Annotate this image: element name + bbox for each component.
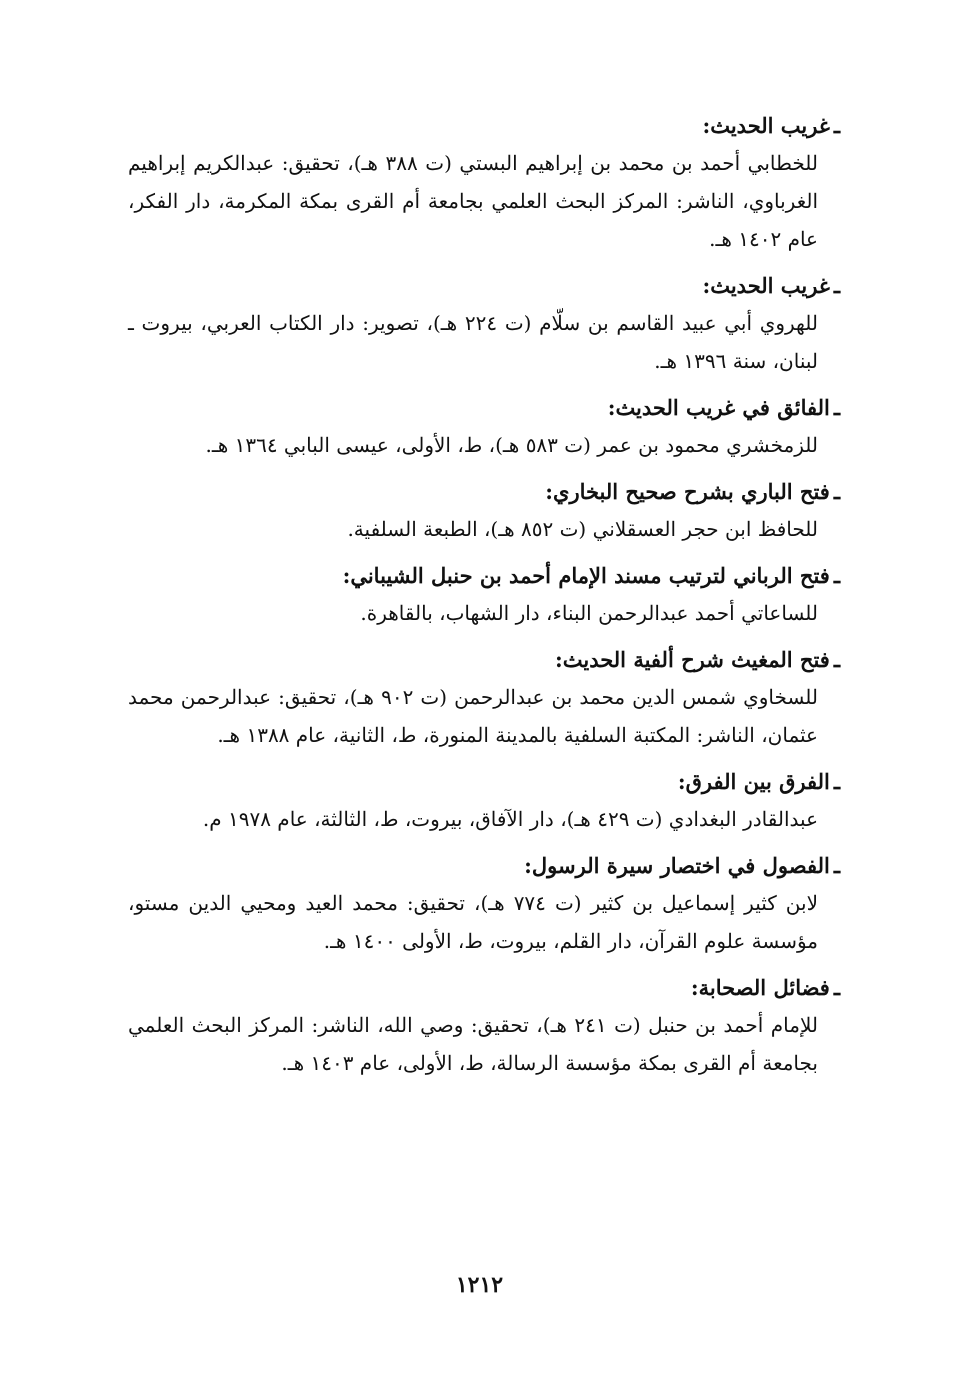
entry-body: لابن كثير إسماعيل بن كثير (ت ٧٧٤ هـ)، تحقيق: محمد العيد ومحيي الدين مستو، مؤسسة علوم القرآن، دار القلم، بيروت، ط، الأولى ١٤٠٠ هـ. — [128, 891, 819, 953]
entry-title-text: فتح المغيث شرح ألفية الحديث: — [554, 647, 830, 672]
entry-title-text: فتح الرباني لترتيب مسند الإمام أحمد بن حنبل الشيباني: — [342, 563, 830, 588]
bibliography-entry — [128, 474, 840, 548]
entry-title-text: فتح الباري بشرح صحيح البخاري: — [545, 479, 830, 504]
entry-title: ـفتح المغيث شرح ألفية الحديث: — [554, 647, 840, 672]
bibliography-entry — [128, 764, 840, 838]
entry-title-text: الفائق في غريب الحديث: — [607, 395, 830, 420]
entry-title: ـغريب الحديث: — [702, 273, 840, 298]
bibliography-entry — [128, 390, 840, 464]
entry-title-text: الفرق بين الفرق: — [677, 769, 830, 794]
entry-title-text: غريب الحديث: — [702, 273, 830, 298]
entry-body: للخطابي أحمد بن محمد بن إبراهيم البستي (ت ٣٨٨ هـ)، تحقيق: عبدالكريم إبراهيم الغرباوي، الناشر: المركز البحث العلمي بجامعة أم القرى بمكة المكرمة، دار الفكر، عام ١٤٠٢ هـ. — [128, 151, 819, 251]
entry-title: ـالفصول في اختصار سيرة الرسول: — [524, 853, 840, 878]
entry-body: عبدالقادر البغدادي (ت ٤٢٩ هـ)، دار الآفاق، بيروت، ط، الثالثة، عام ١٩٧٨ م. — [202, 807, 818, 831]
entry-body: للسخاوي شمس الدين محمد بن عبدالرحمن (ت ٩٠٢ هـ)، تحقيق: عبدالرحمن محمد عثمان، الناشر: المكتبة السلفية بالمدينة المنورة، ط، الثانية، عام ١٣٨٨ هـ. — [128, 685, 818, 747]
entry-title: ـالفرق بين الفرق: — [677, 769, 840, 794]
bibliography-entry — [128, 848, 840, 960]
entry-body: للحافظ ابن حجر العسقلاني (ت ٨٥٢ هـ)، الطبعة السلفية. — [347, 517, 818, 541]
bibliography-entry — [128, 108, 840, 258]
bibliography-entry — [128, 642, 840, 754]
entry-title: ـفضائل الصحابة: — [690, 975, 840, 1000]
bibliography-entry — [128, 268, 840, 380]
entry-title: ـالفائق في غريب الحديث: — [607, 395, 840, 420]
entry-body: للزمخشري محمود بن عمر (ت ٥٨٣ هـ)، ط، الأولى، عيسى البابي ١٣٦٤ هـ. — [205, 433, 818, 457]
entry-body: للإمام أحمد بن حنبل (ت ٢٤١ هـ)، تحقيق: وصي الله، الناشر: المركز البحث العلمي بجامعة أم القرى بمكة مؤسسة الرسالة، ط، الأولى، عام ١٤٠٣ هـ. — [128, 1013, 818, 1075]
entry-title: ـغريب الحديث: — [702, 113, 840, 138]
page-number: ١٢١٢ — [455, 1272, 504, 1298]
bibliography-list — [128, 108, 840, 1092]
bibliography-entry — [128, 558, 840, 632]
entry-body: للهروي أبي عبيد القاسم بن سلّام (ت ٢٢٤ هـ)، تصوير: دار الكتاب العربي، بيروت ـ لبنان، سنة ١٣٩٦ هـ. — [128, 311, 818, 373]
entry-body: للساعاتي أحمد عبدالرحمن البناء، دار الشهاب، بالقاهرة. — [360, 601, 818, 625]
entry-title: ـفتح الباري بشرح صحيح البخاري: — [545, 479, 840, 504]
bibliography-entry — [128, 970, 840, 1082]
entry-title-text: غريب الحديث: — [702, 113, 830, 138]
entry-title-text: الفصول في اختصار سيرة الرسول: — [524, 853, 830, 878]
entry-title-text: فضائل الصحابة: — [690, 975, 830, 1000]
entry-title: ـفتح الرباني لترتيب مسند الإمام أحمد بن حنبل الشيباني: — [342, 563, 840, 588]
